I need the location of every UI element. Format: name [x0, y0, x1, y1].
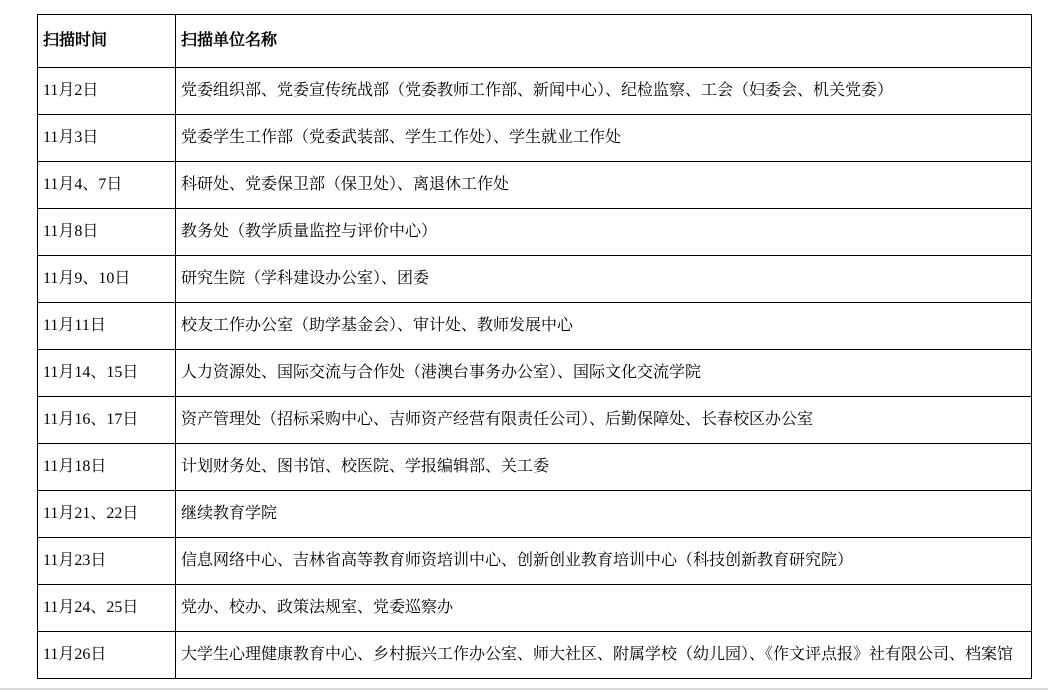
- scan-time-cell: 11月8日: [38, 209, 176, 256]
- scan-time-cell: 11月18日: [38, 444, 176, 491]
- table-row: [38, 303, 1032, 350]
- table-row: [38, 538, 1032, 585]
- scan-unit-cell: 计划财务处、图书馆、校医院、学报编辑部、关工委: [176, 444, 1032, 491]
- header-scan-time: 扫描时间: [38, 15, 176, 68]
- scan-time-cell: 11月3日: [38, 115, 176, 162]
- table-row: [38, 585, 1032, 632]
- scan-time-cell: 11月23日: [38, 538, 176, 585]
- table-row: [38, 350, 1032, 397]
- scan-time-cell: 11月9、10日: [38, 256, 176, 303]
- scan-time-cell: 11月26日: [38, 632, 176, 679]
- scan-unit-cell: 校友工作办公室（助学基金会）、审计处、教师发展中心: [176, 303, 1032, 350]
- table-row: [38, 115, 1032, 162]
- scan-time-cell: 11月4、7日: [38, 162, 176, 209]
- scan-unit-cell: 党办、校办、政策法规室、党委巡察办: [176, 585, 1032, 632]
- table-row: [38, 209, 1032, 256]
- scan-time-cell: 11月11日: [38, 303, 176, 350]
- scan-unit-cell: 研究生院（学科建设办公室）、团委: [176, 256, 1032, 303]
- scan-unit-cell: 资产管理处（招标采购中心、吉师资产经营有限责任公司）、后勤保障处、长春校区办公室: [176, 397, 1032, 444]
- scan-unit-cell: 科研处、党委保卫部（保卫处）、离退休工作处: [176, 162, 1032, 209]
- table-row: [38, 397, 1032, 444]
- table-row: [38, 444, 1032, 491]
- scan-unit-cell: 党委组织部、党委宣传统战部（党委教师工作部、新闻中心）、纪检监察、工会（妇委会、机关党委）: [176, 68, 1032, 115]
- table-header-row: [38, 15, 1032, 68]
- scan-schedule-table: [37, 14, 1032, 679]
- scan-unit-cell: 大学生心理健康教育中心、乡村振兴工作办公室、师大社区、附属学校（幼儿园）、《作文评点报》社有限公司、档案馆: [176, 632, 1032, 679]
- scan-time-cell: 11月2日: [38, 68, 176, 115]
- table-row: [38, 162, 1032, 209]
- table-row: [38, 632, 1032, 679]
- scan-time-cell: 11月24、25日: [38, 585, 176, 632]
- scan-unit-cell: 教务处（教学质量监控与评价中心）: [176, 209, 1032, 256]
- scan-time-cell: 11月14、15日: [38, 350, 176, 397]
- scan-time-cell: 11月16、17日: [38, 397, 176, 444]
- table-row: [38, 256, 1032, 303]
- scan-unit-cell: 继续教育学院: [176, 491, 1032, 538]
- table-row: [38, 491, 1032, 538]
- scan-unit-cell: 信息网络中心、吉林省高等教育师资培训中心、创新创业教育培训中心（科技创新教育研究院）: [176, 538, 1032, 585]
- scan-unit-cell: 党委学生工作部（党委武装部、学生工作处）、学生就业工作处: [176, 115, 1032, 162]
- scan-time-cell: 11月21、22日: [38, 491, 176, 538]
- scan-unit-cell: 人力资源处、国际交流与合作处（港澳台事务办公室）、国际文化交流学院: [176, 350, 1032, 397]
- header-scan-unit-name: 扫描单位名称: [176, 15, 1032, 68]
- table-row: [38, 68, 1032, 115]
